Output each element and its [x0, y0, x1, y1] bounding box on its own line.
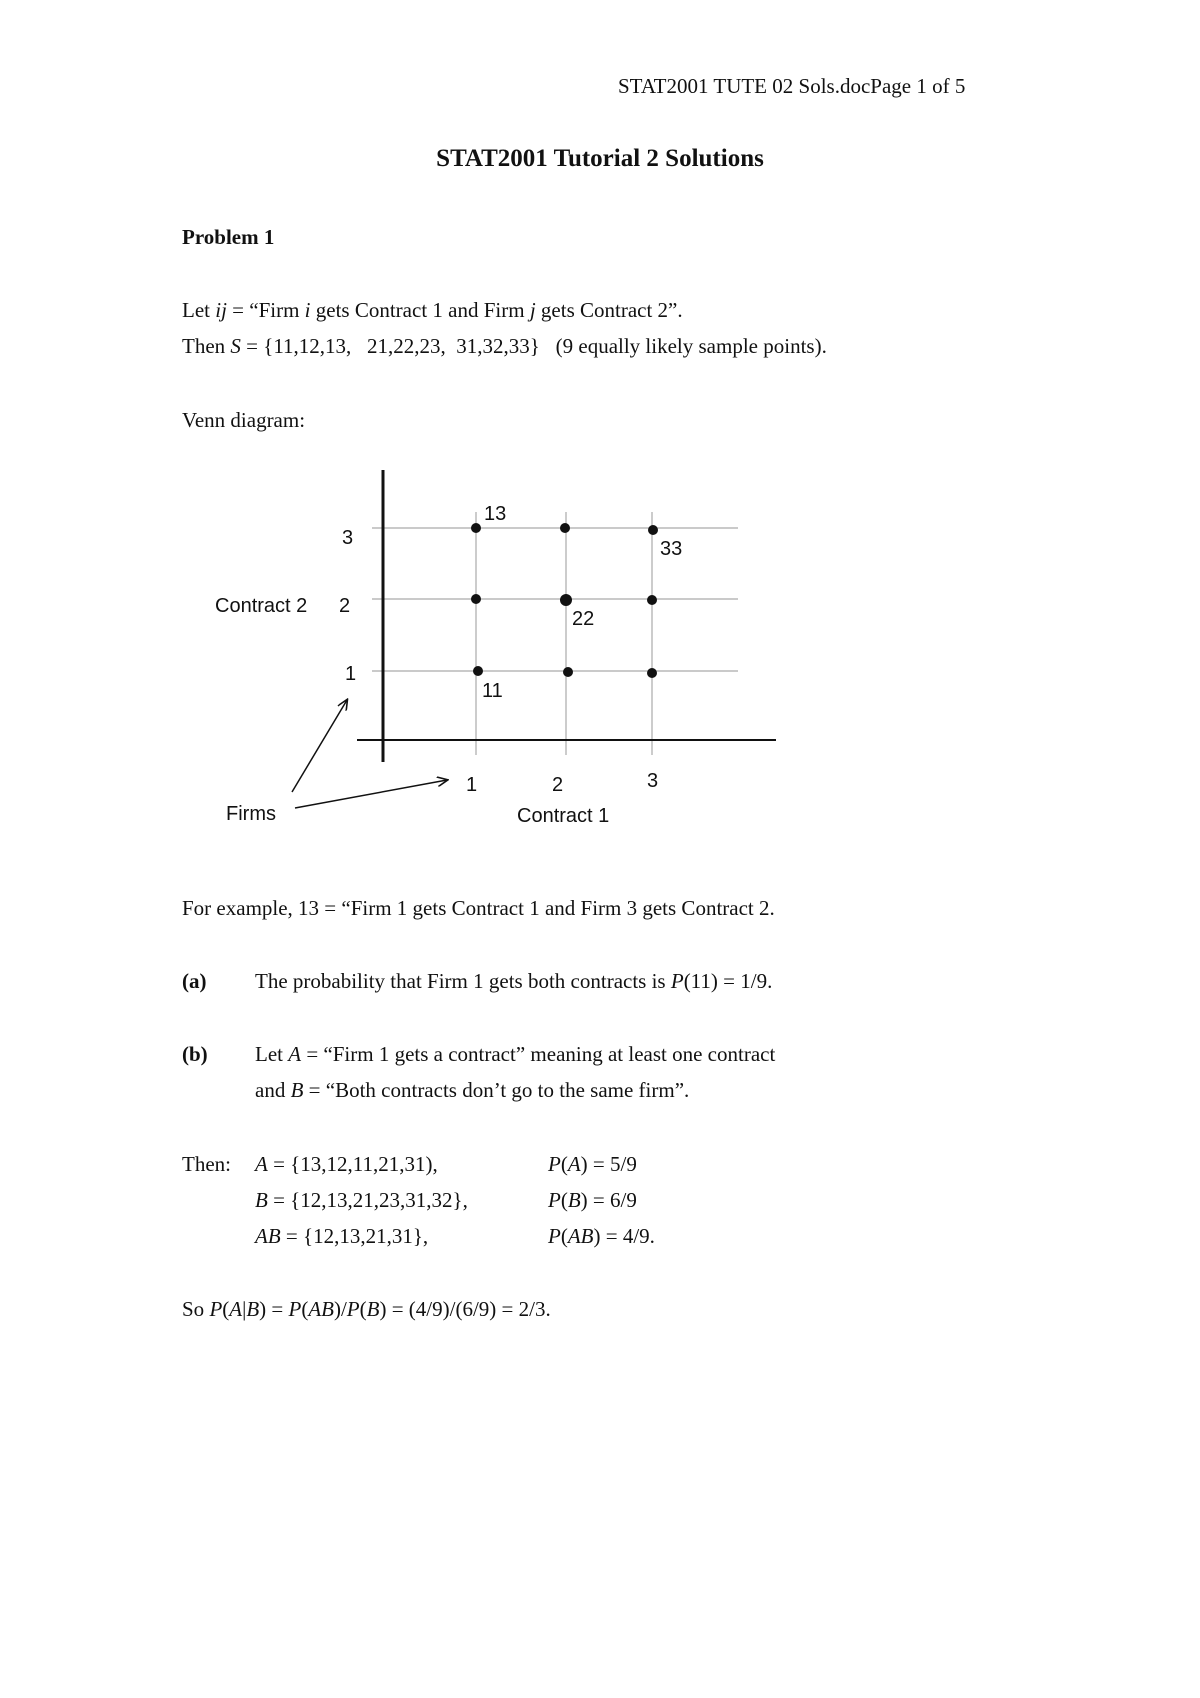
point-label-33: 33	[660, 538, 683, 560]
y-tick-2: 2	[339, 595, 351, 617]
point-31	[647, 668, 657, 678]
x-tick-1: 1	[466, 774, 478, 796]
point-23	[560, 523, 570, 533]
running-header: STAT2001 TUTE 02 Sols.docPage 1 of 5	[618, 74, 966, 98]
conclusion: So P(A|B) = P(AB)/P(B) = (4/9)/(6/9) = 2/3.	[182, 1297, 551, 1321]
part-b-line2: and B = “Both contracts don’t go to the same firm”.	[255, 1078, 690, 1102]
y-axis-label: Contract 2	[215, 595, 308, 617]
part-a-label: (a)	[182, 969, 207, 993]
venn-diagram-label: Venn diagram:	[182, 408, 306, 432]
part-b-label: (b)	[182, 1042, 208, 1066]
set-AB: AB = {12,13,21,31},	[255, 1224, 429, 1248]
document-title: STAT2001 Tutorial 2 Solutions	[436, 145, 764, 172]
prob-A: P(A) = 5/9	[548, 1152, 637, 1176]
sample-space-line: Then S = {11,12,13, 21,22,23, 31,32,33} (9 equally likely sample points).	[182, 334, 827, 358]
x-axis-label: Contract 1	[517, 805, 610, 827]
point-33	[648, 525, 658, 535]
arrow-to-contract1-axis	[295, 780, 447, 808]
point-22	[560, 594, 572, 606]
point-13	[471, 523, 481, 533]
point-11	[473, 666, 483, 676]
x-tick-3: 3	[647, 770, 659, 792]
prob-AB: P(AB) = 4/9.	[548, 1224, 655, 1248]
set-A: A = {13,12,11,21,31),	[255, 1152, 438, 1176]
point-label-22: 22	[572, 608, 595, 630]
prob-B: P(B) = 6/9	[548, 1188, 637, 1212]
example-text: For example, 13 = “Firm 1 gets Contract 1 and Firm 3 gets Contract 2.	[182, 896, 775, 920]
definition-line: Let ij = “Firm i gets Contract 1 and Firm j gets Contract 2”.	[182, 298, 683, 322]
sample-points	[471, 523, 658, 678]
x-tick-2: 2	[552, 774, 564, 796]
then-label: Then:	[182, 1152, 231, 1176]
part-a-text: The probability that Firm 1 gets both contracts is P(11) = 1/9.	[255, 969, 773, 993]
point-21	[563, 667, 573, 677]
problem-heading: Problem 1	[182, 225, 275, 249]
arrow-to-contract2-axis	[292, 700, 347, 792]
set-B: B = {12,13,21,23,31,32},	[255, 1188, 468, 1212]
point-12	[471, 594, 481, 604]
grid-lines	[372, 512, 738, 755]
firms-label: Firms	[226, 803, 276, 825]
y-tick-1: 1	[345, 663, 357, 685]
point-32	[647, 595, 657, 605]
point-label-13: 13	[484, 503, 507, 525]
part-b-line1: Let A = “Firm 1 gets a contract” meaning at least one contract	[255, 1042, 776, 1066]
point-label-11: 11	[482, 680, 503, 702]
y-tick-3: 3	[342, 527, 354, 549]
